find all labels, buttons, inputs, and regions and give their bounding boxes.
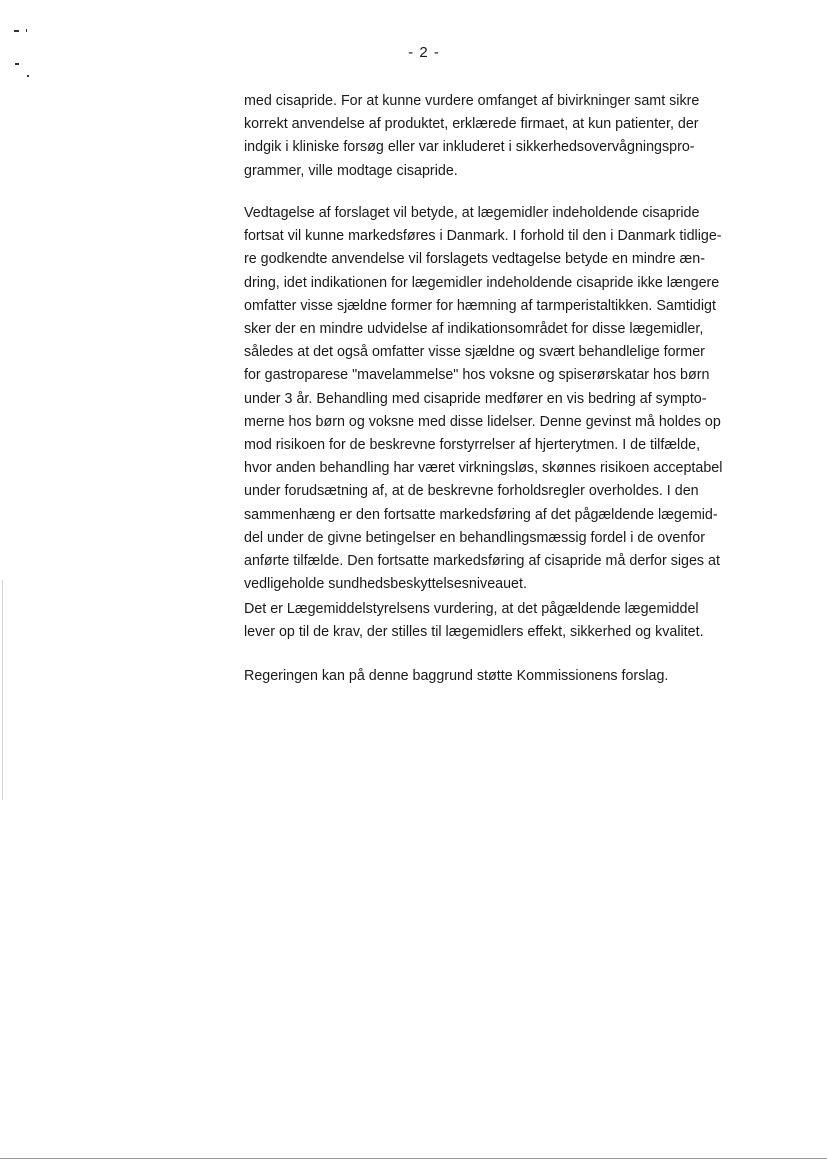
text-line: re godkendte anvendelse vil forslagets vedtagelse betyde en mindre æn-: [244, 251, 705, 268]
text-line: vedligeholde sundhedsbeskyttelsesniveauet.: [244, 576, 527, 593]
text-line: Vedtagelse af forslaget vil betyde, at lægemidler indeholdende cisapride: [244, 205, 700, 221]
text-line: indgik i kliniske forsøg eller var inkluderet i sikkerhedsovervågningspro-: [244, 139, 695, 156]
scan-speck: [26, 29, 27, 32]
scan-speck: [15, 63, 19, 65]
text-line: hvor anden behandling har været virkningsløs, skønnes risikoen acceptabel: [244, 460, 723, 477]
text-line: med cisapride. For at kunne vurdere omfanget af bivirkninger samt sikre: [244, 93, 700, 109]
paragraph-1: [244, 90, 769, 183]
text-line: således at det også omfatter visse sjældne og svært behandlelige former: [244, 344, 705, 361]
scan-speck: [27, 75, 29, 77]
text-line: dring, idet indikationen for lægemidler indeholdende cisapride ikke længere: [244, 274, 720, 291]
text-line: Det er Lægemiddelstyrelsens vurdering, at det pågældende lægemiddel: [244, 601, 699, 617]
paragraph-3: [244, 598, 769, 644]
text-line: lever op til de krav, der stilles til lægemidlers effekt, sikkerhed og kvalitet.: [244, 624, 704, 641]
text-line: sammenhæng er den fortsatte markedsføring af det pågældende lægemid-: [244, 506, 718, 523]
text-line: sker der en mindre udvidelse af indikationsområdet for disse lægemidler,: [244, 321, 704, 338]
text-line: anførte tilfælde. Den fortsatte markedsføring af cisapride må derfor siges at: [244, 553, 720, 570]
text-line: omfatter visse sjældne former for hæmning af tarmperistaltikken. Samtidigt: [244, 297, 716, 314]
page-number: - 2 -: [408, 44, 440, 61]
scan-edge-shadow: [2, 580, 3, 800]
paragraph-2: [244, 202, 769, 596]
text-line: mod risikoen for de beskrevne forstyrrelser af hjerterytmen. I de tilfælde,: [244, 437, 701, 454]
scan-speck: [14, 30, 19, 32]
text-line: for gastroparese "mavelammelse" hos voksne og spiserørskatar hos børn: [244, 367, 710, 384]
paragraph-4: [244, 665, 769, 688]
text-line: merne hos børn og voksne med disse lidelser. Denne gevinst må holdes op: [244, 413, 721, 430]
text-line: del under de givne betingelser en behandlingsmæssig fordel i de ovenfor: [244, 529, 705, 546]
text-line: under forudsætning af, at de beskrevne forholdsregler overholdes. I den: [244, 483, 699, 500]
text-line: under 3 år. Behandling med cisapride medfører en vis bedring af sympto-: [244, 390, 707, 407]
text-line: grammer, ville modtage cisapride.: [244, 162, 458, 179]
text-line: korrekt anvendelse af produktet, erklærede firmaet, at kun patienter, der: [244, 116, 699, 133]
text-line: fortsat vil kunne markedsføres i Danmark. I forhold til den i Danmark tidlige-: [244, 228, 722, 245]
text-line: Regeringen kan på denne baggrund støtte Kommissionens forslag.: [244, 668, 669, 684]
page-bottom-edge: [0, 1158, 827, 1159]
